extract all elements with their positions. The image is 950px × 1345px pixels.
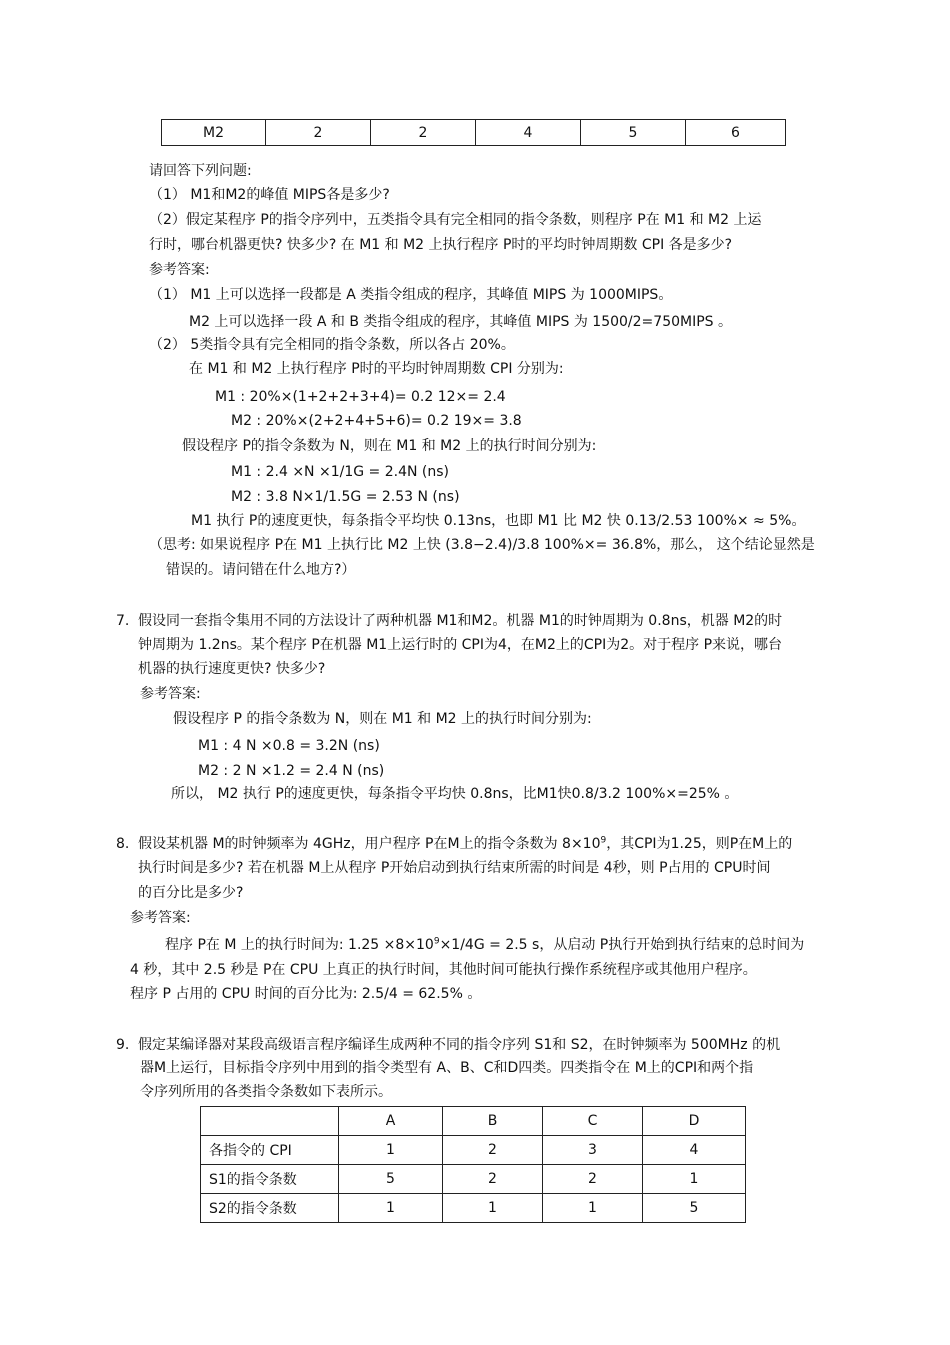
table-header-cell: B — [443, 1107, 543, 1136]
table-row — [201, 1136, 746, 1165]
q6-cpi-m2: M2 : 20%×(2+2+4+5+6)= 0.2 19×= 3.8 — [231, 413, 522, 429]
q9-line2: 器M上运行，目标指令序列中用到的指令类型有 A、B、C和D四类。四类指令在 M上的CPI和两个指 — [140, 1060, 754, 1076]
q8-answer-line1 — [165, 936, 804, 954]
table-cell: 3 — [543, 1136, 643, 1165]
q6-prompt: 请回答下列问题: — [149, 163, 252, 179]
q7-answer-label: 参考答案: — [140, 686, 201, 702]
q8-line1-rest: ，其CPI为1.25，则P在M上的 — [606, 836, 793, 852]
q8-number: 8. — [116, 836, 130, 852]
q8-line2: 执行时间是多少? 若在机器 M上从程序 P开始启动到执行结束所需的时间是 4秒，则 P占用的 CPU时间 — [138, 860, 771, 876]
table-header-row — [201, 1107, 746, 1136]
table-row — [162, 120, 786, 146]
table-cell: 2 — [266, 120, 371, 146]
q6-sub2-line2: 行时，哪台机器更快? 快多少? 在 M1 和 M2 上执行程序 P时的平均时钟周期数 CPI 各是多少? — [149, 237, 733, 253]
q6-sub2-line1: （2）假定某程序 P的指令序列中，五类指令具有完全相同的指令条数，则程序 P在 M1 和 M2 上运 — [149, 212, 762, 228]
q8-answer-exponent: 9 — [433, 936, 440, 947]
q6-answer1-line1: （1） M1 上可以选择一段都是 A 类指令组成的程序，其峰值 MIPS 为 1000MIPS。 — [149, 287, 673, 303]
q9-line1: 假定某编译器对某段高级语言程序编译生成两种不同的指令序列 S1和 S2，在时钟频率为 500MHz 的机 — [138, 1037, 781, 1053]
machine-table-continuation — [161, 119, 786, 146]
table-cell: 1 — [339, 1136, 443, 1165]
row-header: 各指令的 CPI — [201, 1136, 339, 1165]
table-header-cell: A — [339, 1107, 443, 1136]
table-cell: 5 — [581, 120, 686, 146]
table-header-cell: D — [643, 1107, 746, 1136]
q8-line1-text: 假设某机器 M的时钟频率为 4GHz，用户程序 P在M上的指令条数为 8×10 — [138, 836, 601, 852]
q8-answer-text: 程序 P在 M 上的执行时间为: 1.25 ×8×10 — [165, 937, 434, 953]
table-cell: 1 — [339, 1194, 443, 1223]
q8-answer-line3: 程序 P 占用的 CPU 时间的百分比为: 2.5/4 = 62.5% 。 — [130, 986, 482, 1002]
q7-conclusion: 所以， M2 执行 P的速度更快，每条指令平均快 0.8ns，比M1快0.8/3.2 100%×=25% 。 — [171, 786, 739, 802]
q6-time-m1: M1 : 2.4 ×N ×1/1G = 2.4N (ns) — [231, 464, 449, 480]
table-header-cell — [201, 1107, 339, 1136]
table-cell: 5 — [643, 1194, 746, 1223]
q6-think-line1: （思考: 如果说程序 P在 M1 上执行比 M2 上快 (3.8−2.4)/3.8 100%×= 36.8%，那么， 这个结论显然是 — [149, 537, 815, 553]
table-cell: 4 — [643, 1136, 746, 1165]
q6-time-m2: M2 : 3.8 N×1/1.5G = 2.53 N (ns) — [231, 489, 460, 505]
q6-answer2-line1: （2） 5类指令具有完全相同的指令条数，所以各占 20%。 — [149, 337, 515, 353]
q6-answer2-line2: 在 M1 和 M2 上执行程序 P时的平均时钟周期数 CPI 分别为: — [189, 361, 564, 377]
q8-answer-line2: 4 秒，其中 2.5 秒是 P在 CPU 上真正的执行时间，其他时间可能执行操作系统程序或其他用户程序。 — [130, 962, 757, 978]
q7-number: 7. — [116, 613, 130, 629]
table-cell: 5 — [339, 1165, 443, 1194]
q6-assume: 假设程序 P的指令条数为 N，则在 M1 和 M2 上的执行时间分别为: — [182, 438, 597, 454]
table-cell: 2 — [443, 1165, 543, 1194]
table-row — [201, 1194, 746, 1223]
table-cell: 1 — [543, 1194, 643, 1223]
q7-time-m1: M1 : 4 N ×0.8 = 3.2N (ns) — [198, 738, 380, 754]
table-row — [201, 1165, 746, 1194]
q8-exponent: 9 — [600, 835, 607, 846]
table-cell: 4 — [476, 120, 581, 146]
table-cell: M2 — [162, 120, 266, 146]
row-header: S1的指令条数 — [201, 1165, 339, 1194]
q6-sub1: （1） M1和M2的峰值 MIPS各是多少? — [149, 187, 390, 203]
q9-line3: 令序列所用的各类指令条数如下表所示。 — [140, 1084, 392, 1100]
table-header-cell: C — [543, 1107, 643, 1136]
table-cell: 2 — [543, 1165, 643, 1194]
q9-number: 9. — [116, 1037, 130, 1053]
q6-answer1-line2: M2 上可以选择一段 A 和 B 类指令组成的程序，其峰值 MIPS 为 1500/2=750MIPS 。 — [189, 314, 732, 330]
q6-answer-label: 参考答案: — [149, 262, 210, 278]
q6-conclusion: M1 执行 P的速度更快，每条指令平均快 0.13ns，也即 M1 比 M2 快 0.13/2.53 100%× ≈ 5%。 — [191, 513, 806, 529]
q8-line3: 的百分比是多少? — [138, 885, 244, 901]
q7-assume: 假设程序 P 的指令条数为 N，则在 M1 和 M2 上的执行时间分别为: — [173, 711, 592, 727]
q7-line2: 钟周期为 1.2ns。某个程序 P在机器 M1上运行时的 CPI为4，在M2上的CPI为2。对于程序 P来说，哪台 — [138, 637, 783, 653]
q6-think-line2: 错误的。请问错在什么地方?） — [166, 562, 356, 578]
table-cell: 2 — [443, 1136, 543, 1165]
table-cell: 1 — [443, 1194, 543, 1223]
cpi-instruction-table — [200, 1106, 746, 1223]
q7-line1: 假设同一套指令集用不同的方法设计了两种机器 M1和M2。机器 M1的时钟周期为 0.8ns，机器 M2的时 — [138, 613, 783, 629]
q8-answer-rest: ×1/4G = 2.5 s，从启动 P执行开始到执行结束的总时间为 — [439, 937, 805, 953]
row-header: S2的指令条数 — [201, 1194, 339, 1223]
q6-cpi-m1: M1 : 20%×(1+2+2+3+4)= 0.2 12×= 2.4 — [215, 389, 506, 405]
table-cell: 2 — [371, 120, 476, 146]
q8-line1 — [138, 835, 792, 853]
table-cell: 6 — [686, 120, 786, 146]
q7-line3: 机器的执行速度更快? 快多少? — [138, 661, 326, 677]
table-cell: 1 — [643, 1165, 746, 1194]
q8-answer-label: 参考答案: — [130, 910, 191, 926]
q7-time-m2: M2 : 2 N ×1.2 = 2.4 N (ns) — [198, 763, 385, 779]
